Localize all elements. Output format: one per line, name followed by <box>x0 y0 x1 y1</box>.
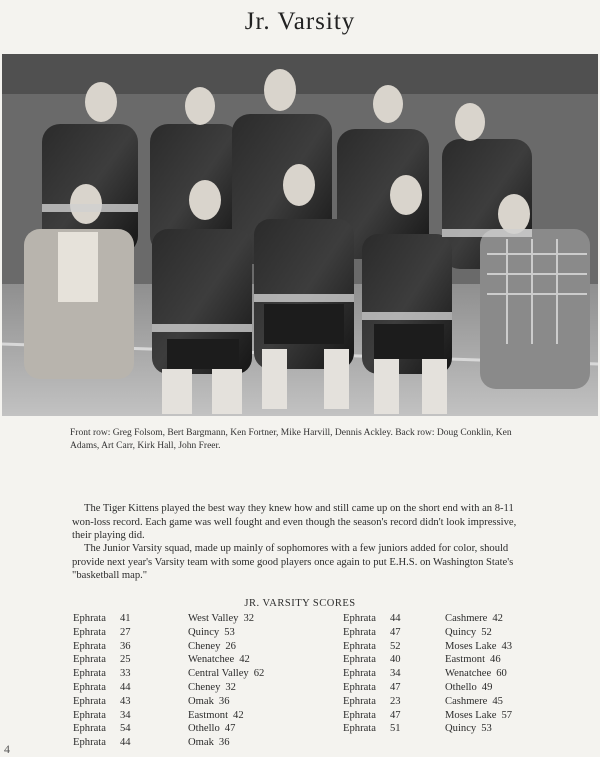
home-score: 36 <box>120 640 131 652</box>
home-team: Ephrata <box>73 737 106 749</box>
home-score: 47 <box>390 626 401 638</box>
score-row-home <box>73 653 183 667</box>
score-row-home <box>73 709 183 723</box>
home-score: 41 <box>120 613 131 624</box>
home-team: Ephrata <box>73 709 106 721</box>
opponent-team: Central Valley <box>188 668 249 680</box>
home-score: 44 <box>120 737 131 749</box>
opponent-score: 42 <box>239 654 250 666</box>
score-row-opponent <box>188 695 338 709</box>
home-score: 27 <box>120 626 131 638</box>
score-row-opponent <box>188 612 338 626</box>
score-row-opponent <box>445 640 555 654</box>
home-score: 54 <box>120 723 131 735</box>
home-score: 23 <box>390 695 401 707</box>
score-row-opponent <box>445 653 555 667</box>
opponent-team: Cheney <box>188 681 221 693</box>
score-row-home <box>343 640 443 654</box>
opponent-team: Omak <box>188 737 214 749</box>
opponent-score: 43 <box>501 640 513 652</box>
photo-caption: Front row: Greg Folsom, Bert Bargmann, Ken Fortner, Mike Harvill, Dennis Ackley. Back row: Doug Conklin, Ken Adams, Art Carr, Kirk Hall, John Freer. <box>70 428 512 451</box>
opponent-team: Quincy <box>188 626 220 638</box>
opponent-score: 52 <box>481 626 492 638</box>
home-team: Ephrata <box>343 626 376 638</box>
home-team: Ephrata <box>73 640 106 652</box>
score-row-home <box>73 736 183 750</box>
home-score: 47 <box>390 681 401 693</box>
score-row-home <box>73 722 183 736</box>
opponent-team: Cheney <box>188 640 221 652</box>
opponent-team: Eastmont <box>188 709 229 721</box>
opponent-team: Quincy <box>445 723 477 735</box>
score-row-home <box>343 612 443 626</box>
score-row-opponent <box>445 612 555 626</box>
score-row-home <box>73 612 183 626</box>
opponent-team: Quincy <box>445 626 477 638</box>
team-photo-illustration <box>2 54 598 416</box>
score-row-opponent <box>445 722 555 736</box>
score-row-home <box>343 695 443 709</box>
opponent-score: 49 <box>481 681 493 693</box>
opponent-team: Wenatchee <box>445 668 492 680</box>
home-team: Ephrata <box>343 723 376 735</box>
home-team: Ephrata <box>343 640 376 652</box>
score-row-opponent <box>445 667 555 681</box>
opponent-team: Eastmont <box>445 654 486 666</box>
home-team: Ephrata <box>73 654 106 666</box>
home-team: Ephrata <box>343 668 376 680</box>
opponent-score: 42 <box>492 613 503 624</box>
home-score: 40 <box>390 654 401 666</box>
home-score: 34 <box>390 668 401 680</box>
score-row-opponent <box>188 722 338 736</box>
opponent-score: 42 <box>233 709 244 721</box>
opponent-score: 47 <box>224 723 236 735</box>
opponent-team: Othello <box>445 681 477 693</box>
scores-column-ephrata-2 <box>343 612 443 736</box>
home-team: Ephrata <box>343 654 376 666</box>
home-score: 34 <box>120 709 131 721</box>
opponent-team: Wenatchee <box>188 654 235 666</box>
opponent-team: Othello <box>188 723 220 735</box>
scores-heading: JR. VARSITY SCORES <box>244 598 356 609</box>
home-team: Ephrata <box>343 695 376 707</box>
paragraph-2: The Junior Varsity squad, made up mainly of sophomores with a few juniors added for color, should provide next year's Varsity team with some good players once again to put E.H.S. on Washington State's "basketball map." <box>72 543 514 581</box>
home-team: Ephrata <box>343 681 376 693</box>
scores-column-opponent-2 <box>445 612 555 736</box>
home-team: Ephrata <box>343 613 376 624</box>
score-row-home <box>343 681 443 695</box>
score-row-home <box>343 722 443 736</box>
page-title: Jr. Varsity <box>244 8 356 35</box>
score-row-home <box>343 626 443 640</box>
home-team: Ephrata <box>73 695 106 707</box>
score-row-opponent <box>188 667 338 681</box>
home-score: 25 <box>120 654 131 666</box>
opponent-team: Omak <box>188 695 214 707</box>
score-row-home <box>73 640 183 654</box>
home-score: 33 <box>120 668 131 680</box>
score-row-home <box>73 667 183 681</box>
score-row-home <box>343 653 443 667</box>
opponent-score: 32 <box>243 613 255 624</box>
opponent-score: 32 <box>225 681 236 693</box>
opponent-score: 53 <box>481 723 492 735</box>
home-score: 51 <box>390 723 401 735</box>
home-team: Ephrata <box>73 668 106 680</box>
home-team: Ephrata <box>73 626 106 638</box>
score-row-home <box>343 667 443 681</box>
score-row-opponent <box>188 653 338 667</box>
opponent-team: Cashmere <box>445 613 488 624</box>
opponent-score: 62 <box>253 668 265 680</box>
score-row-opponent <box>445 681 555 695</box>
score-row-opponent <box>445 626 555 640</box>
team-photo <box>2 54 598 416</box>
scores-column-opponent-1 <box>188 612 338 750</box>
opponent-team: West Valley <box>188 613 239 624</box>
scores-column-ephrata-1 <box>73 612 183 750</box>
home-score: 44 <box>120 681 131 693</box>
opponent-team: Cashmere <box>445 695 488 707</box>
opponent-score: 26 <box>225 640 236 652</box>
opponent-score: 36 <box>218 737 230 749</box>
home-team: Ephrata <box>73 613 106 624</box>
opponent-team: Moses Lake <box>445 640 497 652</box>
opponent-score: 45 <box>492 695 503 707</box>
home-team: Ephrata <box>73 681 106 693</box>
score-row-opponent <box>188 640 338 654</box>
opponent-score: 53 <box>224 626 235 638</box>
score-row-home <box>73 626 183 640</box>
score-row-home <box>73 695 183 709</box>
page-marker: 4 <box>4 742 10 756</box>
opponent-score: 60 <box>496 668 507 680</box>
home-score: 52 <box>390 640 401 652</box>
score-row-opponent <box>445 709 555 723</box>
score-row-opponent <box>188 736 338 750</box>
paragraph-1: The Tiger Kittens played the best way they knew how and still came up on the short end with an 8-11 won-loss record. Each game was well fought and even though the season's record didn't look impressive, their playing did. <box>72 503 517 541</box>
home-score: 47 <box>390 709 401 721</box>
opponent-team: Moses Lake <box>445 709 497 721</box>
score-row-opponent <box>445 695 555 709</box>
opponent-score: 57 <box>501 709 513 721</box>
home-score: 43 <box>120 695 131 707</box>
opponent-score: 36 <box>218 695 230 707</box>
score-row-home <box>343 709 443 723</box>
opponent-score: 46 <box>490 654 501 666</box>
score-row-opponent <box>188 681 338 695</box>
home-score: 44 <box>390 613 401 624</box>
home-team: Ephrata <box>343 709 376 721</box>
home-team: Ephrata <box>73 723 106 735</box>
score-row-home <box>73 681 183 695</box>
score-row-opponent <box>188 626 338 640</box>
score-row-opponent <box>188 709 338 723</box>
